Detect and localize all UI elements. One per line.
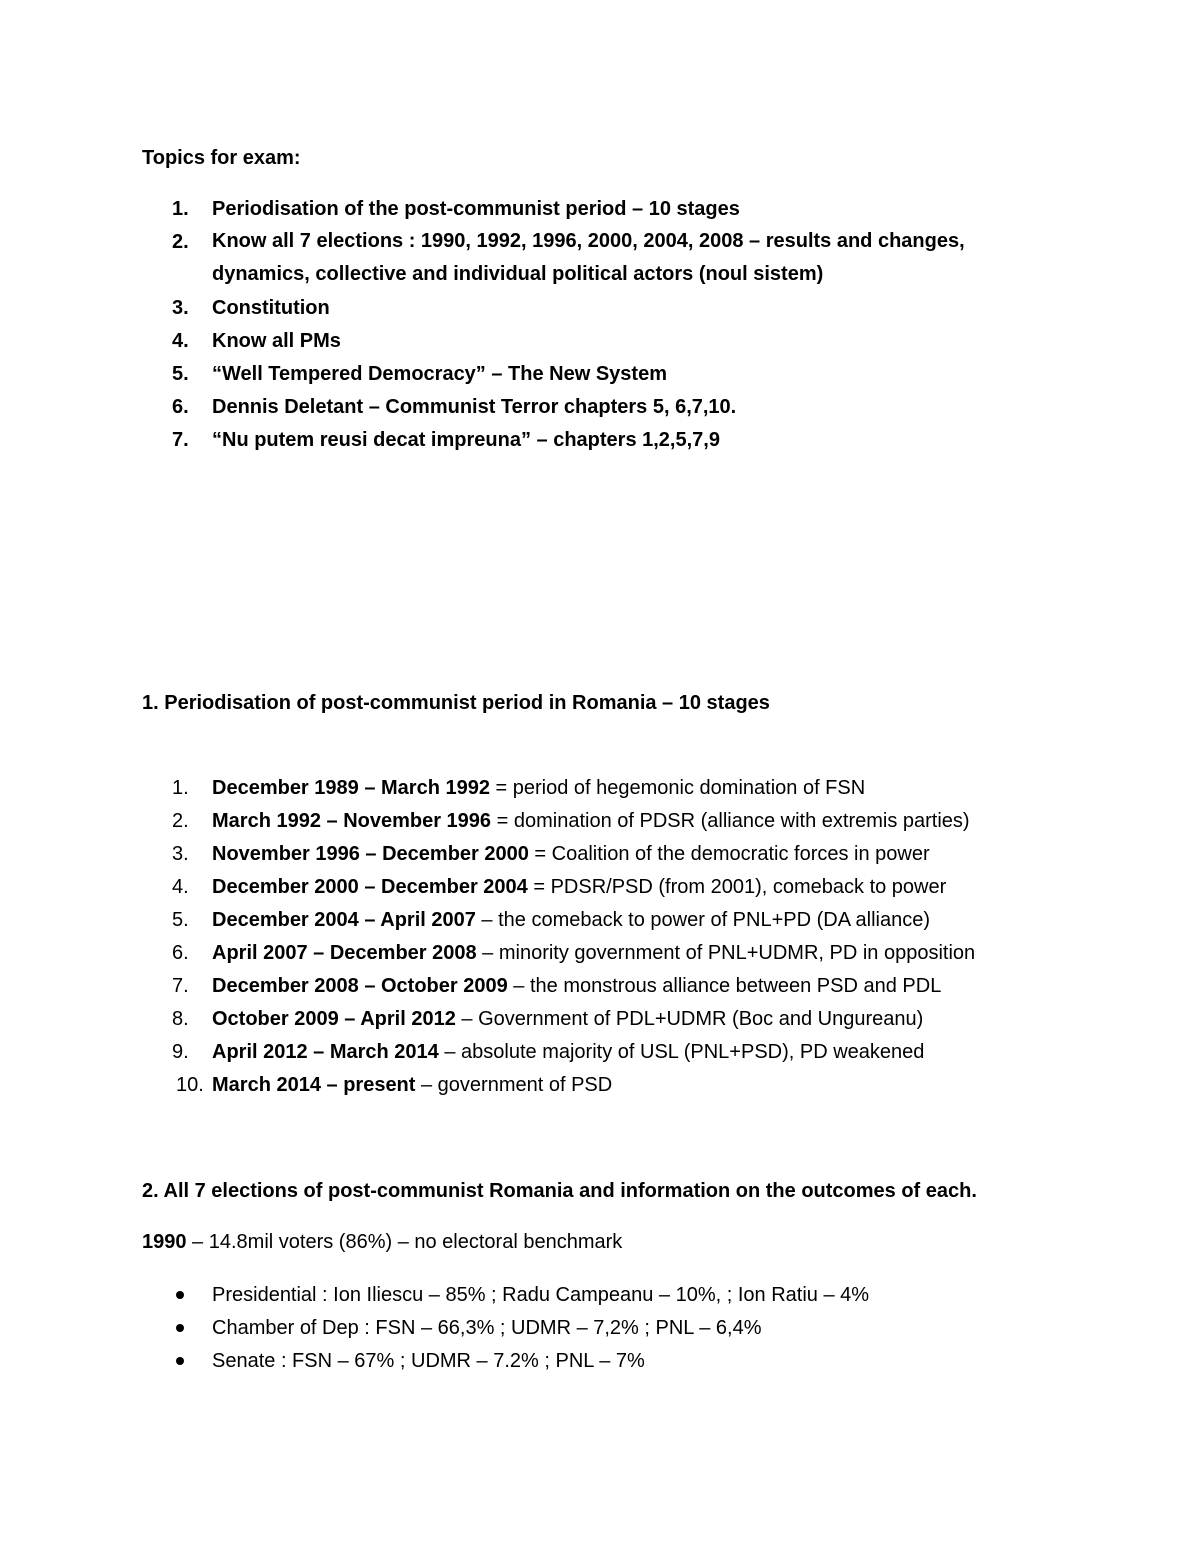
bullet-icon: [176, 1324, 184, 1332]
stage-text: [212, 808, 970, 834]
list-number: 2.: [172, 231, 189, 253]
list-number: 5.: [172, 363, 189, 385]
stage-text: [212, 940, 975, 966]
stage-text: [212, 1006, 923, 1032]
stage-period: April 2007 – December 2008: [212, 942, 477, 964]
stage-text: [212, 841, 930, 867]
stage-period: December 2004 – April 2007: [212, 909, 476, 931]
stage-text: [212, 1039, 924, 1065]
stage-period: April 2012 – March 2014: [212, 1041, 439, 1063]
list-number: 8.: [172, 1008, 189, 1030]
election-summary-text: – 14.8mil voters (86%) – no electoral benchmark: [186, 1231, 623, 1253]
topic-text: Constitution: [212, 297, 330, 319]
list-number: 6.: [172, 396, 189, 418]
stage-description: = domination of PDSR (alliance with extremis parties): [491, 810, 970, 832]
stage-period: November 1996 – December 2000: [212, 843, 529, 865]
election-1990-summary: [142, 1229, 622, 1255]
topic-text: Dennis Deletant – Communist Terror chapters 5, 6,7,10.: [212, 396, 737, 418]
stage-description: = period of hegemonic domination of FSN: [489, 777, 866, 799]
stage-description: = Coalition of the democratic forces in power: [528, 843, 930, 865]
stage-period: March 2014 – present: [212, 1074, 416, 1096]
stage-period: October 2009 – April 2012: [212, 1008, 456, 1030]
result-text: Presidential : Ion Iliescu – 85% ; Radu Campeanu – 10%, ; Ion Ratiu – 4%: [212, 1284, 870, 1306]
list-number: 6.: [172, 942, 189, 964]
topic-text: Know all PMs: [212, 330, 341, 352]
list-number: 7.: [172, 975, 189, 997]
topics-heading: Topics for exam:: [142, 147, 301, 169]
stage-text: [212, 775, 865, 801]
list-number: 9.: [172, 1041, 189, 1063]
list-number: 2.: [172, 810, 189, 832]
list-number: 7.: [172, 429, 189, 451]
section2-heading: 2. All 7 elections of post-communist Romania and information on the outcomes of each.: [142, 1180, 977, 1202]
list-number: 10.: [176, 1074, 204, 1096]
stage-description: – minority government of PNL+UDMR, PD in opposition: [476, 942, 976, 964]
stage-text: [212, 874, 946, 900]
result-text: Chamber of Dep : FSN – 66,3% ; UDMR – 7,2% ; PNL – 6,4%: [212, 1317, 762, 1339]
stage-description: – the comeback to power of PNL+PD (DA alliance): [475, 909, 930, 931]
stage-period: December 2000 – December 2004: [212, 876, 528, 898]
list-number: 1.: [172, 777, 189, 799]
section1-heading: 1. Periodisation of post-communist period in Romania – 10 stages: [142, 692, 770, 714]
topic-text: “Well Tempered Democracy” – The New System: [212, 363, 667, 385]
election-year: 1990: [142, 1231, 187, 1253]
stage-description: = PDSR/PSD (from 2001), comeback to power: [527, 876, 947, 898]
stage-period: December 1989 – March 1992: [212, 777, 490, 799]
stage-text: [212, 973, 941, 999]
stage-text: [212, 907, 930, 933]
list-number: 3.: [172, 297, 189, 319]
bullet-icon: [176, 1291, 184, 1299]
stage-description: – Government of PDL+UDMR (Boc and Ungureanu): [455, 1008, 924, 1030]
stage-description: – government of PSD: [415, 1074, 613, 1096]
result-text: Senate : FSN – 67% ; UDMR – 7.2% ; PNL – 7%: [212, 1350, 645, 1372]
list-number: 4.: [172, 876, 189, 898]
list-number: 4.: [172, 330, 189, 352]
topic-text: Periodisation of the post-communist period – 10 stages: [212, 198, 740, 220]
bullet-icon: [176, 1357, 184, 1365]
list-number: 1.: [172, 198, 189, 220]
stage-period: December 2008 – October 2009: [212, 975, 508, 997]
topic-text: “Nu putem reusi decat impreuna” – chapters 1,2,5,7,9: [212, 429, 720, 451]
stage-description: – absolute majority of USL (PNL+PSD), PD weakened: [438, 1041, 925, 1063]
topic-text: Know all 7 elections : 1990, 1992, 1996, 2000, 2004, 2008 – results and changes, dynamics, collective and individual political actors (noul sistem): [212, 230, 965, 285]
list-number: 3.: [172, 843, 189, 865]
stage-period: March 1992 – November 1996: [212, 810, 492, 832]
stage-description: – the monstrous alliance between PSD and PDL: [507, 975, 942, 997]
list-number: 5.: [172, 909, 189, 931]
stage-text: [212, 1072, 612, 1098]
